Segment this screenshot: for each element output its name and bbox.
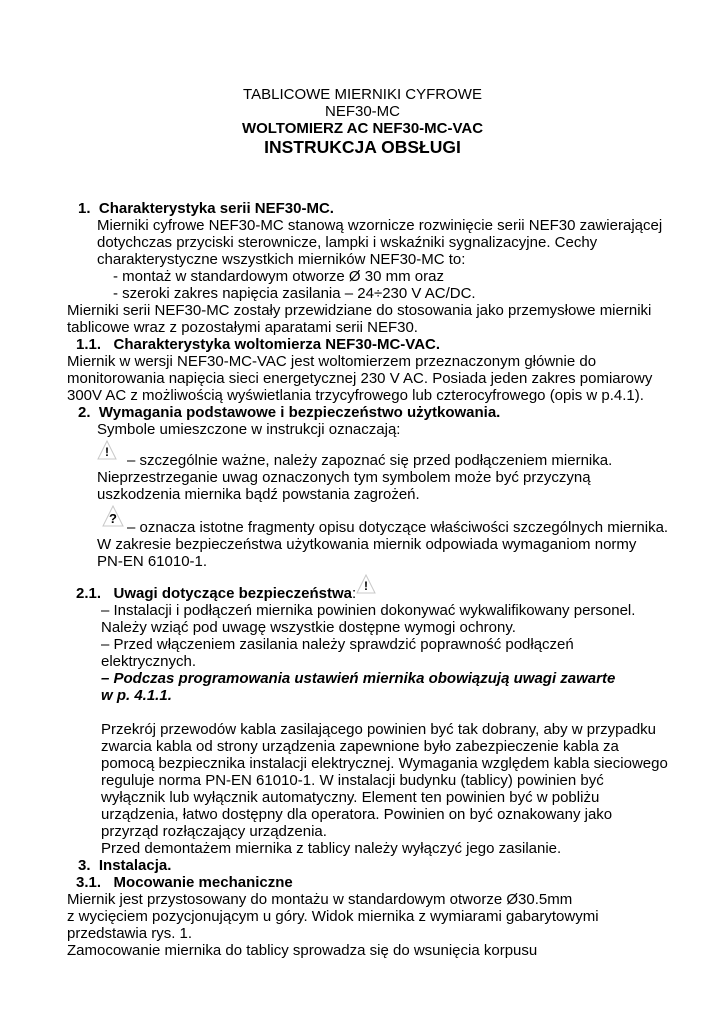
text-line: Miernik jest przystosowany do montażu w standardowym otworze Ø30.5mm: [67, 891, 573, 908]
text-line: elektrycznych.: [101, 653, 197, 670]
text-line: – szczególnie ważne, należy zapoznać się przed podłączeniem miernika.: [127, 452, 613, 469]
text-line: uszkodzenia miernika bądź powstania zagrożeń.: [97, 486, 420, 503]
section-title: Charakterystyka serii NEF30-MC.: [98, 200, 334, 217]
text-line: W zakresie bezpieczeństwa użytkowania miernik odpowiada wymaganiom normy: [97, 536, 637, 553]
section-title: Instalacja.: [98, 857, 172, 874]
text-line: – Przed włączeniem zasilania należy sprawdzić poprawność podłączeń: [101, 636, 574, 653]
text-line: PN-EN 61010-1.: [97, 553, 208, 570]
text-line: dotychczas przyciski sterownicze, lampki i wskaźniki sygnalizacyjne. Cechy: [97, 234, 598, 251]
text-line: Mierniki serii NEF30-MC zostały przewidziane do stosowania jako przemysłowe mierniki: [67, 302, 652, 319]
section-title: Wymagania podstawowe i bezpieczeństwo użytkowania.: [98, 404, 501, 421]
emphasis-line: w p. 4.1.1.: [101, 687, 172, 704]
emphasis-line: – Podczas programowania ustawień miernika obowiązują uwagi zawarte: [101, 670, 616, 687]
text-line: przedstawia rys. 1.: [67, 925, 193, 942]
list-item: - montaż w standardowym otworze Ø 30 mm oraz: [113, 268, 444, 285]
text-line: Przekrój przewodów kabla zasilającego powinien być tak dobrany, aby w przypadku: [101, 721, 657, 738]
text-line: z wycięciem pozycjonującym u góry. Widok miernika z wymiarami gabarytowymi: [67, 908, 599, 925]
text-line: – Instalacji i podłączeń miernika powinien dokonywać wykwalifikowany personel.: [101, 602, 636, 619]
warning-symbol-text: !: [105, 445, 109, 459]
info-triangle-icon: [102, 505, 124, 527]
text-line: Należy wziąć pod uwagę wszystkie dostępne wymogi ochrony.: [101, 619, 516, 636]
text-line: przyrząd rozłączający urządzenia.: [101, 823, 327, 840]
document-title: INSTRUKCJA OBSŁUGI: [264, 137, 461, 157]
heading-colon: :: [351, 585, 357, 602]
info-symbol-text: ?: [109, 511, 117, 526]
warning-symbol-text: !: [364, 579, 368, 593]
section-number: 1.: [78, 200, 91, 217]
text-line: pomocą bezpiecznika instalacji elektrycznej. Wymagania względem kabla sieciowego: [101, 755, 668, 772]
text-line: – oznacza istotne fragmenty opisu dotyczące właściwości szczególnych miernika.: [127, 519, 669, 536]
text-line: Zamocowanie miernika do tablicy sprowadza się do wsunięcia korpusu: [67, 942, 538, 959]
text-line: wyłącznik lub wyłącznik automatyczny. Element ten powinien być w pobliżu: [101, 789, 600, 806]
text-line: Miernik w wersji NEF30-MC-VAC jest woltomierzem przeznaczonym głównie do: [67, 353, 597, 370]
text-line: charakterystyczne wszystkich mierników NEF30-MC to:: [97, 251, 466, 268]
header-line-1: TABLICOWE MIERNIKI CYFROWE: [243, 86, 482, 103]
section-1-1-heading: [76, 336, 440, 353]
list-item: - szeroki zakres napięcia zasilania – 24÷230 V AC/DC.: [113, 285, 476, 302]
section-number: 1.1.: [76, 336, 102, 353]
section-title: Uwagi dotyczące bezpieczeństwa: [113, 585, 352, 602]
section-2-heading: [78, 404, 500, 421]
section-3-heading: [78, 857, 171, 874]
section-number: 3.1.: [76, 874, 102, 891]
section-title: Mocowanie mechaniczne: [113, 874, 293, 891]
section-title: Charakterystyka woltomierza NEF30-MC-VAC.: [113, 336, 441, 353]
text-line: urządzenia, łatwo dostępny dla operatora. Powinien on być oznakowany jako: [101, 806, 613, 823]
text-line: reguluje norma PN-EN 61010-1. W instalacji budynku (tablicy) powinien być: [101, 772, 604, 789]
text-line: monitorowania napięcia sieci energetycznej 230 V AC. Posiada jeden zakres pomiarowy: [67, 370, 653, 387]
warning-triangle-icon: [97, 440, 117, 460]
section-number: 2.1.: [76, 585, 102, 602]
warning-triangle-icon: [356, 574, 376, 594]
section-2-1-heading: [76, 585, 356, 602]
text-line: Mierniki cyfrowe NEF30-MC stanową wzornicze rozwinięcie serii NEF30 zawierającej: [97, 217, 663, 234]
text-line: 300V AC z możliwością wyświetlania trzycyfrowego lub czterocyfrowego (opis w p.4.1).: [67, 387, 644, 404]
header-line-3: WOLTOMIERZ AC NEF30-MC-VAC: [241, 120, 484, 137]
text-line: Symbole umieszczone w instrukcji oznaczają:: [97, 421, 401, 438]
section-number: 2.: [78, 404, 91, 421]
text-line: tablicowe wraz z pozostałymi aparatami serii NEF30.: [67, 319, 418, 336]
text-line: Przed demontażem miernika z tablicy należy wyłączyć jego zasilanie.: [101, 840, 562, 857]
header-line-2: NEF30-MC: [324, 103, 400, 120]
section-1-heading: [78, 200, 334, 217]
text-line: zwarcia kabla od strony urządzenia zapewnione było zabezpieczenie kabla za: [101, 738, 619, 755]
text-line: Nieprzestrzeganie uwag oznaczonych tym symbolem może być przyczyną: [97, 469, 591, 486]
section-3-1-heading: [76, 874, 293, 891]
section-number: 3.: [78, 857, 91, 874]
